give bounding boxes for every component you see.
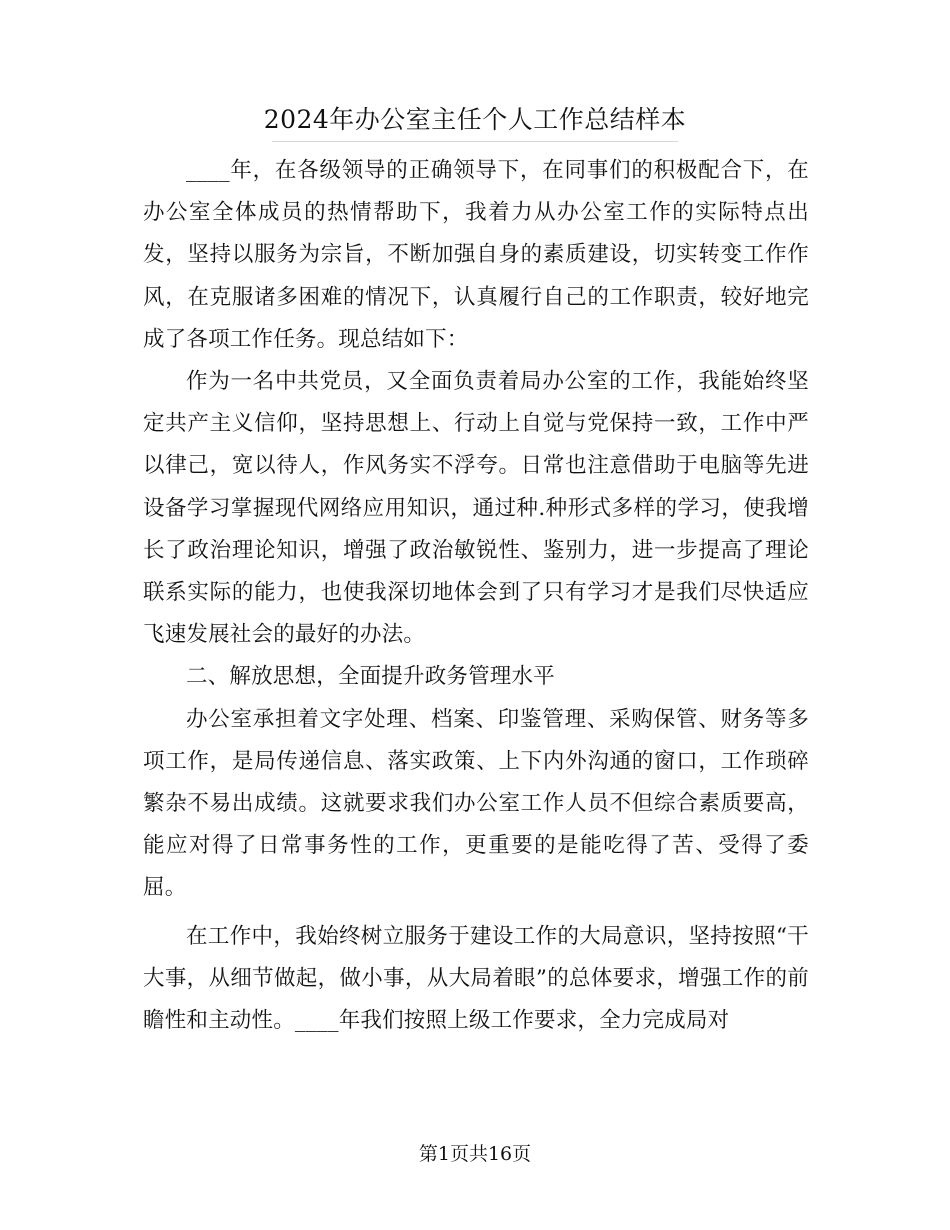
paragraph-intro: ____年，在各级领导的正确领导下，在同事们的积极配合下，在办公室全体成员的热情帮助下，我着力从办公室工作的实际特点出发，坚持以服务为宗旨，不断加强自身的素质建设，切实转变工作作风，在克服诸多困难的情况下，认真履行自己的工作职责，较好地完成了各项工作任务。现总结如下：	[143, 158, 809, 352]
document-title: 2024年办公室主任个人工作总结样本	[263, 105, 687, 134]
paragraph-office-duties: 办公室承担着文字处理、档案、印鉴管理、采购保管、财务等多项工作，是局传递信息、落实政策、上下内外沟通的窗口，工作琐碎繁杂不易出成绩。这就要求我们办公室工作人员不但综合素质要高，能应对得了日常事务性的工作，更重要的是能吃得了苦、受得了委屈。	[143, 706, 809, 901]
section-heading-2: 二、解放思想，全面提升政务管理水平	[186, 664, 555, 690]
title-underline	[272, 141, 678, 142]
paragraph-work-approach: 在工作中，我始终树立服务于建设工作的大局意识，坚持按照“干大事，从细节做起，做小事，从大局着眼”的总体要求，增强工作的前瞻性和主动性。____年我们按照上级工作要求，全力完成局对	[143, 923, 809, 1034]
document-body	[143, 150, 809, 1042]
page-number: 第1页共16页	[418, 1143, 532, 1165]
paragraph-political-study: 作为一名中共党员，又全面负责着局办公室的工作，我能始终坚定共产主义信仰，坚持思想上、行动上自觉与党保持一致，工作中严以律己，宽以待人，作风务实不浮夸。日常也注意借助于电脑等先进设备学习掌握现代网络应用知识，通过种.种形式多样的学习，使我增长了政治理论知识，增强了政治敏锐性、鉴别力，进一步提高了理论联系实际的能力，也使我深切地体会到了只有学习才是我们尽快适应飞速发展社会的最好的办法。	[143, 369, 809, 648]
